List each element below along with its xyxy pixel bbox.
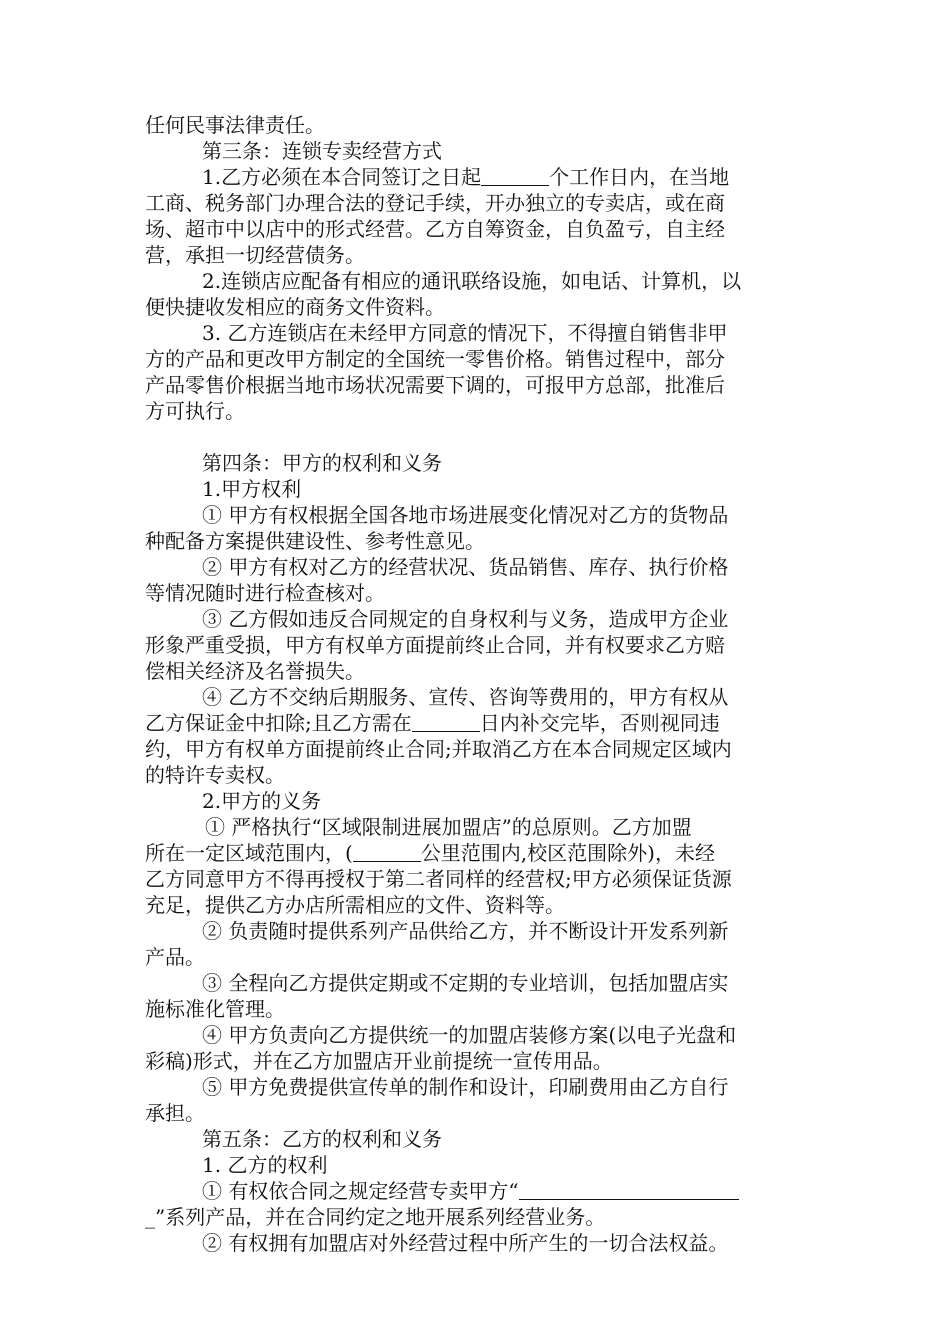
text-line: ③ 乙方假如违反合同规定的自身权利与义务，造成甲方企业 (202, 607, 729, 631)
text-line: ④ 甲方负责向乙方提供统一的加盟店装修方案(以电子光盘和 (202, 1023, 737, 1047)
text-line: 彩稿)形式，并在乙方加盟店开业前提统一宣传用品。 (145, 1049, 613, 1073)
text-line: 所在一定区域范围内，( 公里范围内,校区范围除外)，未经 (145, 841, 715, 865)
text-line: 种配备方案提供建设性、参考性意见。 (145, 529, 485, 553)
text-line: 乙方保证金中扣除;且乙方需在 日内补交完毕，否则视同违 (145, 711, 720, 735)
text-line: 场、超市中以店中的形式经营。乙方自筹资金，自负盈亏，自主经 (145, 217, 725, 241)
text-line: 承担。 (145, 1101, 205, 1125)
text-line: ⑤ 甲方免费提供宣传单的制作和设计，印刷费用由乙方自行 (202, 1075, 729, 1099)
fill-blank (412, 713, 480, 732)
text-line: 营，承担一切经营债务。 (145, 243, 365, 267)
text-line: 的特许专卖权。 (145, 763, 285, 787)
text-line: 约，甲方有权单方面提前终止合同;并取消乙方在本合同规定区域内 (145, 737, 732, 761)
text-line: 形象严重受损，甲方有权单方面提前终止合同，并有权要求乙方赔 (145, 633, 725, 657)
fill-blank (481, 167, 549, 186)
text-line: 方可执行。 (145, 399, 245, 423)
text-line: 偿相关经济及名誉损失。 (145, 659, 365, 683)
text-line: ① 甲方有权根据全国各地市场进展变化情况对乙方的货物品 (202, 503, 729, 527)
fill-blank (353, 843, 421, 862)
section-heading: 1. 乙方的权利 (202, 1153, 328, 1177)
text-line: 乙方同意甲方不得再授权于第二者同样的经营权;甲方必须保证货源 (145, 867, 732, 891)
text-line: ② 负责随时提供系列产品供给乙方，并不断设计开发系列新 (202, 919, 729, 943)
text-line: ① 严格执行“区域限制进展加盟店”的总原则。乙方加盟 (205, 815, 692, 839)
text-line: 充足，提供乙方办店所需相应的文件、资料等。 (145, 893, 565, 917)
section-heading: 1.甲方权利 (202, 477, 302, 501)
text-line: 等情况随时进行检查核对。 (145, 581, 385, 605)
text-line: 施标准化管理。 (145, 997, 285, 1021)
text-line: ② 甲方有权对乙方的经营状况、货品销售、库存、执行价格 (202, 555, 729, 579)
document-page (145, 112, 810, 1256)
section-heading: 2.甲方的义务 (202, 789, 322, 813)
fill-blank (519, 1181, 739, 1200)
text-line: 工商、税务部门办理合法的登记手续，开办独立的专卖店，或在商 (145, 191, 725, 215)
text-line: 3. 乙方连锁店在未经甲方同意的情况下，不得擅自销售非甲 (202, 321, 728, 345)
article-heading: 第五条：乙方的权利和义务 (202, 1127, 442, 1151)
article-heading: 第四条：甲方的权利和义务 (202, 451, 442, 475)
text-line: ① 有权依合同之规定经营专卖甲方“ (145, 1178, 810, 1204)
text-line: 1.乙方必须在本合同签订之日起 个工作日内，在当地 (202, 165, 730, 189)
text-line: 产品。 (145, 945, 205, 969)
text-line: 任何民事法律责任。 (145, 113, 325, 137)
article-heading: 第三条：连锁专卖经营方式 (202, 139, 442, 163)
text-line: 方的产品和更改甲方制定的全国统一零售价格。销售过程中，部分 (145, 347, 725, 371)
text-line: ④ 乙方不交纳后期服务、宣传、咨询等费用的，甲方有权从 (202, 685, 729, 709)
text-line: ② 有权拥有加盟店对外经营过程中所产生的一切合法权益。 (202, 1231, 729, 1255)
text-line: 便快捷收发相应的商务文件资料。 (145, 295, 445, 319)
text-line: 产品零售价根据当地市场状况需要下调的，可报甲方总部，批准后 (145, 373, 725, 397)
text-line: ③ 全程向乙方提供定期或不定期的专业培训，包括加盟店实 (202, 971, 729, 995)
text-line: _”系列产品，并在合同约定之地开展系列经营业务。 (145, 1205, 606, 1229)
text-line: 2.连锁店应配备有相应的通讯联络设施，如电话、计算机，以 (202, 269, 742, 293)
